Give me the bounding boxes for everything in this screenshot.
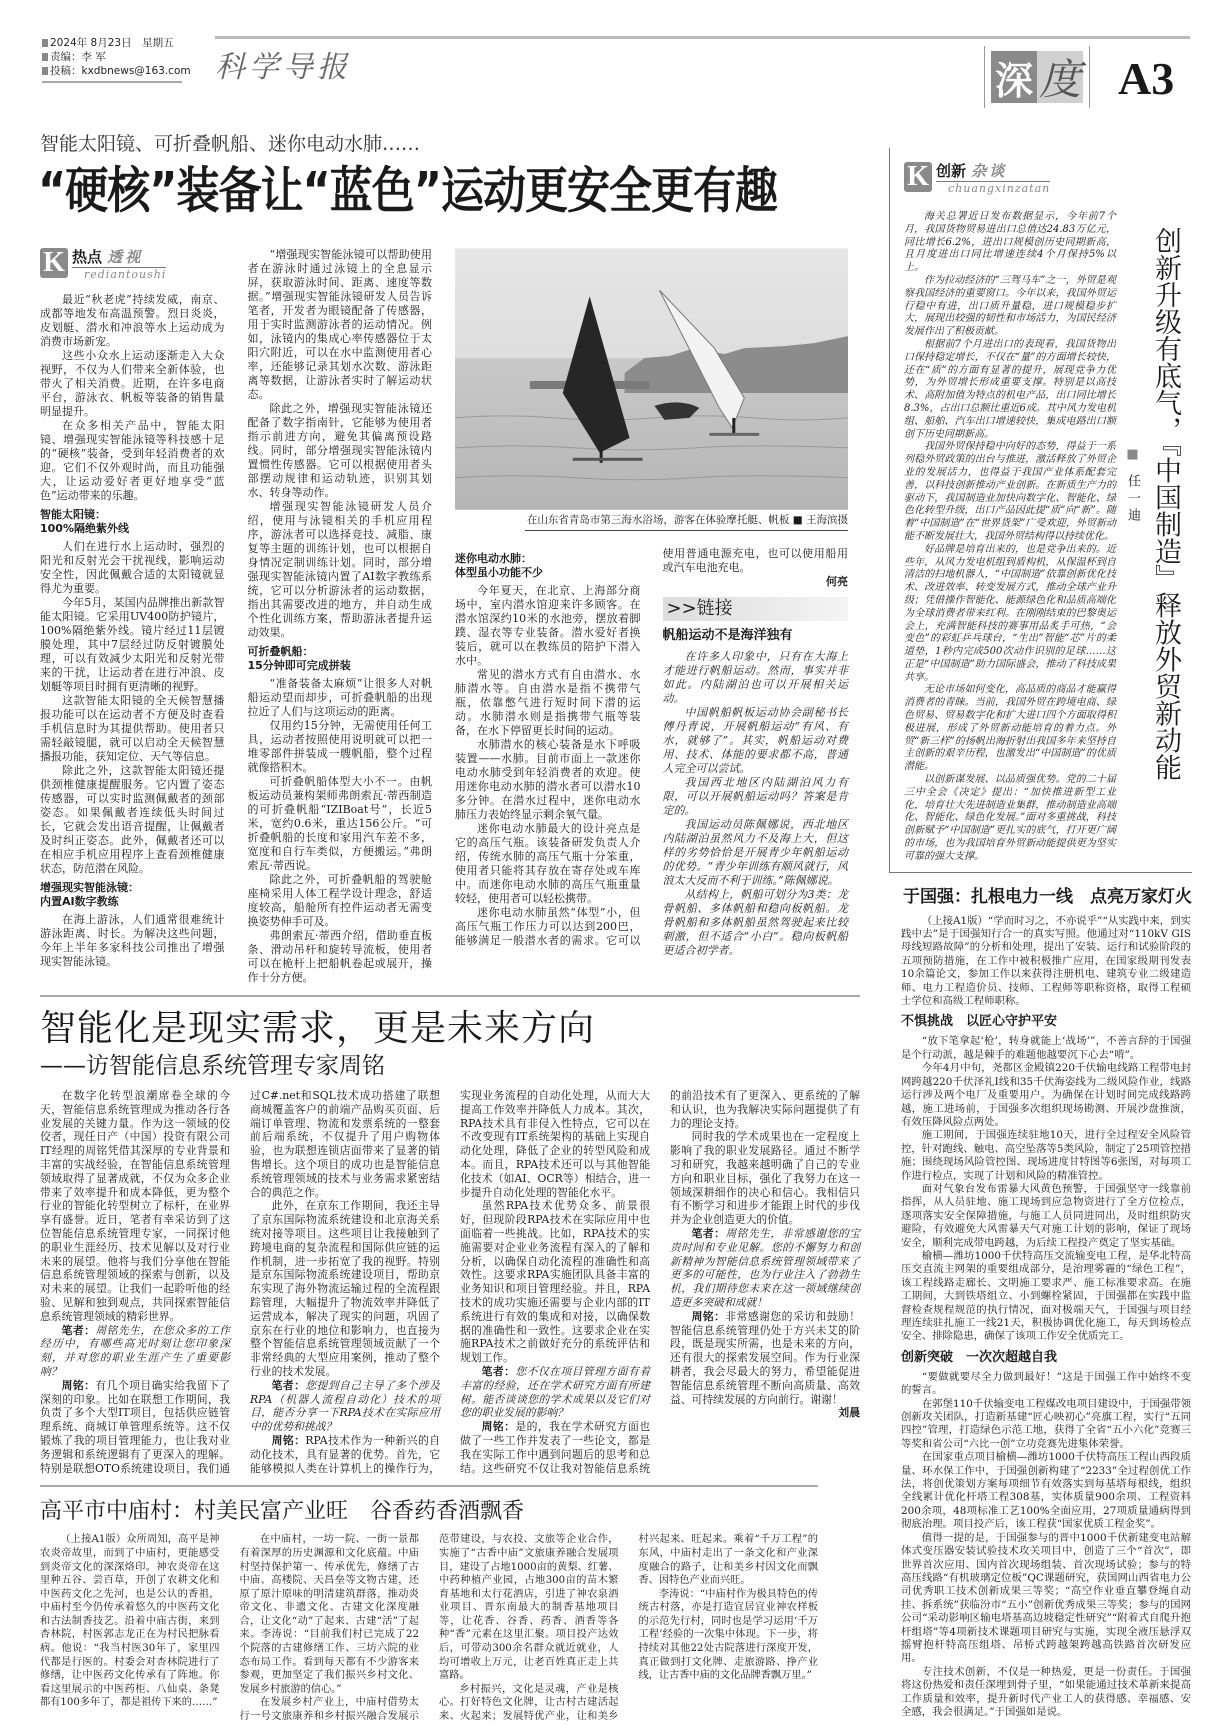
speaker-label: 周铭：: [481, 1420, 516, 1434]
speaker-label: 周铭：: [691, 1309, 726, 1323]
village-article-body: [40, 1533, 818, 1723]
column-label-pinyin: rediantoushi: [84, 268, 167, 281]
paragraph: 在海上游泳，人们通常很难统计游泳距离、时长。为解决这些问题，今年上半年多家科技公司推出了增强现实智能泳镜。: [40, 913, 225, 968]
paragraph: 在许多人印象中，只有在大海上才能进行帆船运动。然而，事实并非如此。内陆湖泊也可以开展相关运动。: [662, 650, 848, 705]
issue-info: [42, 36, 191, 83]
column-label-pinyin: chuangxinzatan: [948, 182, 1051, 195]
speech-text: 周铭先生，在您众多的工作经历中，有哪些高光时刻让您印象深刻，并对您的职业生涯产生了重要影响？: [40, 1323, 231, 1378]
paragraph: 我国外贸保持稳中向好的态势，得益于一系列稳外贸政策的出台与推进，激活释放了外贸企业的发展活力，也得益于我国产业体系配套完善，以科技创新推动产业创新。在新质生产力的驱动下，我国制造业加快向数字化、智能化、绿色化转型升级，出口产品因此提“质”向“新”。随着“中国制造”在“世界货架”广受欢迎，外贸新动能不断发展壮大，我国外贸结构得以持续优化。: [904, 441, 1116, 542]
paragraph: 可折叠帆船体型大小不一。由帆板运动员兼构架师弗朗索瓦·蒂西制造的可折叠帆船“IZIBoat号”，长近5米，宽约0.6米，重达156公斤。“可折叠帆船的长度和家用汽车差不多，宽度和自行车类似，方便搬运。”弗朗索瓦·蒂西说。: [247, 775, 432, 872]
paragraph: 弗朗索瓦·蒂西介绍，借助垂直板条、滑动吊杆和旋转导流板，使用者可以在桅杆上把船帆卷起或展开，操作十分方便。: [247, 929, 432, 984]
lead-kicker: 智能太阳镜、可折叠帆船、迷你电动水肺……: [40, 133, 421, 155]
paragraph: （上接A1版）“学而时习之，不亦说乎”“从实践中来，到实践中去”是于国强知行合一的真实写照。他通过对“110kV GIS母线短路故障”的分析和处理，提出了安装、运行和试验阶段的五项预防措施，在工作中被积极推广应用，在国家级期刊发表10余篇论文，参加工作以来获得注册机电、建筑专业二级建造师、电力工程造价员、技师、工程师等职称资格，取得工程硕士学位和高级工程师职称。: [901, 914, 1191, 1008]
editorial-author: ■ 任一迪: [1125, 447, 1140, 526]
yu-article-title: 于国强：扎根电力一线 点亮万家灯火: [903, 886, 1192, 907]
lead-headline: “硬核”装备让“蓝色”运动更安全更有趣: [38, 162, 778, 221]
paragraph: 最近“秋老虎”持续发威，南京、成都等地发布高温预警。烈日炎炎，皮划艇、潜水和冲浪等水上运动成为消费市场新宠。: [40, 293, 225, 348]
page-number: A3: [1118, 53, 1175, 104]
column-label-innovation: [904, 162, 1192, 195]
issue-editor: 责编：李 军: [42, 50, 191, 64]
paragraph: 迷你电动水肺虽然“体型”小，但高压气瓶工作压力可以达到200巴，能够满足一般潜水者的需求。它可以使用普通电源充电，也可以使用船用或汽车电池充电。: [455, 547, 848, 947]
interview-question: [250, 1379, 440, 1434]
speech-text: 有几个项目确实给我留下了深刻的印象。比如在联想工作期间，我负责了多个大型IT项目，包括供应链管理系统、商城订单管理系统等。这不仅锻炼了我的项目管理能力，也让我对业务逻辑和系统逻辑有了更深入的理解。特别是联想OTO系统建设项目，我们通过C#.net和SQL技术成功搭建了联想商城覆盖客户的前端产品购买页面、后端订单管理、物流和发票系统的一整套前后端系统，不仅提升了用户购物体验，也为联想连锁店面带来了显著的销售增长。这个项目的成功也是智能信息系统管理领域的技术与业务需求紧密结合的典范之作。: [40, 1089, 440, 1475]
paragraph: 人们在进行水上运动时，强烈的阳光和反射光会干扰视线，影响运动安全性，因此佩戴合适的太阳镜就显得尤为重要。: [40, 540, 225, 595]
paragraph: 在国家重点项目榆横—潍坊1000千伏特高压工程山西段质量、环水保工作中，于国强创新构建了“2233”全过程创优工作法，将创优策划方案每项细节有效落实到每基塔每根线，组织全线累计优化杆塔工程308基，实体质量900余项、工程资料200余项，48项标准工艺100%全面应用，27项质量通病得到彻底治理。项目投产后，该工程获“国家优质工程金奖”。: [901, 1451, 1191, 1531]
speaker-label: 笔者：: [691, 1226, 726, 1240]
speech-text: 您提到自己主导了多个涉及RPA（机器人流程自动化）技术的项目，能否分享一下RPA技术在实际应用中的优势和挑战？: [250, 1378, 441, 1434]
lead-right: [455, 248, 848, 985]
lead-story: [40, 248, 860, 985]
section-badge: [984, 46, 1090, 108]
paragraph: 增强现实智能泳镜研发人员介绍，使用与泳镜相关的手机应用程序，游泳者可以选择竞技、减脂、康复等主题的训练计划，也可以根据自身情况定制训练计划。同时，部分增强现实智能泳镜内置了AI数字教练系统，它可以分析游泳者的运动数据，指出其需要改进的地方，并自动生成个性化训练方案，帮助游泳者提升运动效果。: [247, 500, 432, 639]
header-rule: [215, 36, 1190, 39]
column-label-hotspot: [40, 248, 225, 281]
section-badge-char: 度: [1037, 51, 1083, 103]
subheading: 迷你电动水肺： 体型虽小功能不少: [455, 552, 543, 579]
paragraph: 在数字化转型浪潮席卷全球的今天，智能信息系统管理成为推动各行各业发展的关键力量。作为这一领域的佼佼者，现任日产（中国）投资有限公司IT经理的周铭凭借其深厚的专业背景和丰富的实战经验，在智能信息系统管理领域取得了显著成就，不仅为众多企业带来了效率提升和成本降低，更为整个行业的智能化转型树立了标杆，在业界享有盛誉。近日，笔者有幸采访到了这位智能信息系统管理专家，一同探讨他的职业生涯经历、技术见解以及对行业未来的展望。他将与我们分享他在智能信息系统管理领域的探索与创新，以及对未来的展望。让我们一起聆听他的经验、见解和独到观点，共同探索智能信息系统管理领域的精彩世界。: [40, 1089, 230, 1323]
byline: 何亮: [826, 575, 848, 588]
column-label-title-b: 杂谈: [971, 162, 1008, 180]
lead-body-a: [40, 248, 432, 985]
paragraph: 同时我的学术成果也在一定程度上影响了我的职业发展路径。通过不断学习和研究，我越来越明确了自己的专业方向和职业目标，强化了我努力在这一领域深耕细作的决心和信心。我相信只有不断学习和进步才能跟上时代的步伐并为企业创造更大的价值。: [670, 1130, 860, 1227]
interview-title: 智能化是现实需求，更是未来方向: [40, 1008, 596, 1049]
subheading: 增强现实智能泳镜： 内置AI数字教练: [40, 881, 139, 908]
paragraph: （上接A1版）众所周知，高平是神农炎帝故里，而到了中庙村，更能感受到炎帝文化的深深烙印。神农炎帝在这里种五谷、尝百草，开创了农耕文化和中医药文化之先河，也是公认的香祖，中庙村至今仍传承着悠久的中医药文化和古法制香技艺。沿着中庙古街，来到杏林院，村医郭志龙正在为村民把脉看病。他说：“我当村医30年了，家里四代都是行医的。村委会对杏林院进行了修缮，让中医药文化传承有了阵地。你看这里展示的中医药柜、八仙桌、条凳都有100多年了，都是祖传下来的……”: [40, 1534, 220, 1709]
photo-caption: 在山东省青岛市第三海水浴场，游客在体验摩托艇、帆板 ■ 王海滨摄: [525, 510, 848, 531]
windsurfing-photo: [455, 248, 848, 510]
speaker-label: 笔者：: [271, 1378, 306, 1392]
paragraph: 这些小众水上运动逐渐走入大众视野，不仅为人们带来全新体验，也带火了相关消费。近期，在许多电商平台，游泳衣、帆板等装备的销售量明显提升。: [40, 349, 225, 418]
yu-article-body: [901, 915, 1191, 1720]
paragraph: 榆横—潍坊1000千伏特高压交流输变电工程，是华北特高压交直流主网架的重要组成部分，是治理雾霾的“绿色工程”，该工程线路走廊长、文明施工要求严、施工标准要求高。在施工期间，大到铁塔组立、小到螺栓紧固，于国强都在实践中监督检查规程规范的执行情况，面对极端天气，于国强与项目经理连续驻扎施工一线21天，积极协调优化施工，每天到场检点安全、排除隐患，确保了该项工作安全优质完工。: [901, 1249, 1191, 1343]
k-logo-icon: K: [904, 162, 932, 192]
paragraph: 仅用约15分钟，无需使用任何工具，运动者按照使用说明就可以把一堆零部件拼装成一艘帆船，整个过程就像搭积木。: [247, 719, 432, 774]
interview-body: [40, 1089, 860, 1475]
sidebar: [889, 148, 1192, 1719]
speech-text: 您不仅在项目管理方面有着丰富的经验，还在学术研究方面有所建树。能否谈谈您的学术成果以及它们对您的职业发展的影响？: [460, 1364, 651, 1420]
paragraph: 李涛说：“中庙村作为极具特色的传统古村落，亦是打造宜居宜业神农样板的示范先行村，同时也是学习运用‘千万工程’经验的一次集中体现。下一步，将持续对其他22处古院落进行深度开发，真正做到打文化牌、走旅游路、挣产业线，让古香中庙的文化品牌香飘万里。”: [638, 1588, 818, 1682]
paragraph: 迷你电动水肺最大的设计亮点是它的高压气瓶。该装备研发负责人介绍，传统水肺的高压气瓶十分笨重，使用者只能将其存放在寄存处或车库中。而迷你电动水肺的高压气瓶重量较轻，使用者可以轻松携带。: [455, 822, 641, 905]
speaker-label: 周铭：: [61, 1378, 96, 1392]
editorial-title: 创新升级有底气，『中国制造』释放外贸新动能: [1150, 227, 1181, 781]
paragraph: 在中庙村，一坊一院、一街一景都有着深厚的历史渊源和文化底蕴。中庙村坚持保护第一、传承优先，修缮了古中庙、高楼院、天昌垒等文物古建，还原了原汁原味的明清建筑群落，推动炎帝文化、非遗文化、古建文化深度融合，让文化“动”了起来、古建“活”了起来。李涛说：“目前我们村已完成了22个院落的古建修缮工作、三坊六院的业态布局工作。看到每天都有不少游客来参观，更加坚定了我们振兴乡村文化、发展乡村旅游的信心。”: [239, 1534, 419, 1695]
paragraph: 这款智能太阳镜的全天候智慧播报功能可以在运动者不方便及时查看手机信息时为其提供帮助。使用者只需轻敲镜腿，就可以启动全天候智慧播报功能，获知定位、天气等信息。: [40, 694, 225, 763]
paragraph: 除此之外，增强现实智能泳镜还配备了数字指南针，它能够为使用者指示前进方向，避免其偏离预设路线。同时，部分增强现实智能泳镜内置惯性传感器。它可以根据使用者头部摆动规律和运动轨迹，识别其划水、转身等动作。: [247, 402, 432, 499]
speaker-label: 笔者：: [61, 1323, 96, 1337]
speaker-label: 周铭：: [271, 1433, 306, 1447]
village-article-title: 高平市中庙村：村美民富产业旺 谷香药香酒飘香: [40, 1499, 525, 1525]
interview-question: [460, 1365, 650, 1420]
editorial-body: [904, 211, 1116, 864]
subheading: 不惧挑战 以匠心守护平安: [901, 1014, 1058, 1030]
paragraph: 此外，在京东工作期间，我还主导了京东国际物流系统建设和北京海关系统对接等项目。这些项目让我接触到了跨境电商的复杂流程和国际供应链的运作机制，进一步拓宽了我的视野。特别是京东国际物流系统建设项目，帮助京东实现了海外物流运输过程的全流程跟踪管理，大幅提升了物流效率并降低了运营成本，解决了现实的问题，巩固了京东在行业的地位和影响力，也直接为整个智能信息系统管理领域贡献了一个非常经典的大型应用案例，推动了整个行业的技术发展。: [250, 1199, 440, 1378]
paragraph: 值得一提的是，于国强参与的晋中1000千伏新建变电站解体式变压器安装试验技术攻关项目中，创造了三个“首次”，即世界首次应用、国内首次现场组装、首次现场试验；参与的特高压线路“有机玻璃定位板”QC课题研究，获国网山西省电力公司优秀职工技术创新成果三等奖；“高空作业垂直攀登绳自动挂、拆系统”获临汾市“五小”创新优秀成果三等奖；参与的国网公司“采动影响区输电塔基高边坡稳定性研究”“附着式自爬升抱杆组塔”等4项新技术课题项目研究与实施，实现全液压悬浮双摇臂抱杆特高压组塔、吊桥式跨越架跨越高铁路首次研发应用。: [901, 1531, 1191, 1665]
section-divider: [40, 1485, 818, 1487]
paragraph: 作为拉动经济的“三驾马车”之一，外贸是观察我国经济的重要窗口。今年以来，我国外贸运行稳中有进，出口质升量稳，进口规模稳步扩大，展现出较强的韧性和市场活力，为国民经济发展作出了积极贡献。: [904, 274, 1116, 338]
paragraph: 在发展乡村产业上，中庙村借势太行一号文旅康养和乡村振兴融合发展示范带建设，与农投、文旅等企业合作，实施了“古香中庙”文旅康养融合发展项目，建设了占地1000亩的黄梨、红薯、中药种植产业园，占地300亩的苗木繁育基地和太行花酒店，引进了神农泉酒业项目、晋东南最大的制香基地项目等，让花香、谷香、药香、酒香等各种“香”元素在这里汇聚。项目投产达效后，可带动300余名群众就近就业，人均可增收上万元，让老百姓真正走上共富路。: [239, 1534, 619, 1723]
paragraph: 专注技术创新，不仅是一种热爱，更是一份责任。于国强将这份热爱和责任深埋到骨子里，“如果能通过技术革新来提高工作质量和效率，提升新时代产业工人的获得感、幸福感、安全感，我会很满足。”于国强如是说。: [901, 1665, 1191, 1718]
paragraph: 今年5月，某国内品牌推出新款智能太阳镜。它采用UV400防护镜片，100%隔绝紫外线。镜片经过11层镀膜处理，其中7层经过防反射镀膜处理，可以有效减少太阳光和反射光带来的干扰，让运动者在进行冲浪、皮划艇等项目时拥有更清晰的视野。: [40, 596, 225, 693]
column-label-title-b: 透视: [107, 248, 144, 266]
divider: [42, 81, 182, 83]
section-divider: [40, 995, 860, 997]
speaker-label: 笔者：: [481, 1364, 516, 1378]
paragraph: 施工期间，于国强连续驻地10天，进行全过程安全风险管控，针对跑线、触电、高空坠落等5类风险，制定了25项管控措施；围绕现场风险管控图、现场进度甘特图等6张图，对每项工作进行检点，实现了计划和风险的精准管控。: [901, 1129, 1191, 1182]
interview-answer: [670, 1310, 860, 1407]
paragraph: 好品牌是培育出来的，也是竞争出来的。近些年，从风力发电机组到盾构机，从保温杯到自清洁的扫地机器人，“中国制造”依靠创新优化技术、改进效率、转变发展方式，推动全球产业升级；凭借操作智能化、能源绿色化和品质高端化为全球消费者带来红利。在刚刚结束的巴黎奥运会上，充满智能科技的赛事用品炙手可热，“会变色”的彩虹乒乓球台，“生出”智能“芯”片的柔道垫，1秒内完成500次动作识别的足球……这正是“中国制造”助力国际盛会，推动了科技成果共享。: [904, 543, 1116, 683]
speech-text: 非常感谢您的采访和鼓励！智能信息系统管理仍处于方兴未艾的阶段，既是现实所需，也是未来的方向，还有很大的探索发展空间。作为行业深耕者，我会尽最大的努力，希望能促进智能信息系统管理不断向高质量、高效益、可持续发展的方向前行。谢谢！: [670, 1309, 861, 1406]
speech-text: RPA技术作为一种新兴的自动化技术，具有显著的优势。首先，它能够模拟人类在计算机上的操作行为，实现业务流程的自动化处理，从而大大提高工作效率并降低人力成本。其次，RPA技术具有非侵入性特点，它可以在不改变现有IT系统架构的基础上实现自动化处理，降低了企业的转型风险和成本。而且，RPA技术还可以与其他智能化技术（如AI、OCR等）相结合，进一步提升自动化处理的智能化水平。: [250, 1089, 650, 1475]
interview-subtitle: ——访智能信息系统管理专家周铭: [40, 1053, 385, 1079]
paragraph: 我国西北地区内陆湖泊风力有限，可以开展帆船运动吗？答案是肯定的。: [662, 776, 848, 817]
speech-text: 是的，我在学术研究方面也做了一些工作并发表了一些论文，都是我在实际工作中遇到问题后的思考和总结。这些研究不仅让我对智能信息系统的前沿技术有了更深入、更系统的了解和认识，也为我解决实际问题提供了有力的理论支持。: [460, 1089, 860, 1475]
paragraph: 海关总署近日发布数据显示，今年前7个月，我国货物贸易进出口总值达24.83万亿元，同比增长6.2%，进出口规模创历史同期新高，且月度进出口同比增速连续4个月保持5%以上。: [904, 211, 1116, 274]
paragraph: 除此之外，这款智能太阳镜还提供颈椎健康提醒服务。它内置了姿态传感器，可以实时监测佩戴者的颈部姿态。如果佩戴者连续低头时间过长，它就会发出语音提醒，让佩戴者及时纠正姿态。此外，佩戴者还可以在相应手机应用程序上查看颈椎健康状态，防范潜在风险。: [40, 764, 225, 875]
paragraph: 我国运动员陈佩娜说，西北地区内陆湖泊虽然风力不及海上大，但这样的劣势恰恰是开展青少年帆船运动的优势。“青少年训练有顺风就行，风浪太大反而不利于训练。”陈佩娜说。: [662, 818, 848, 887]
paragraph: 今年夏天，在北京、上海部分商场中，室内潜水馆迎来许多顾客。在潜水馆深约10米的水池旁，摆放着脚蹼、湿衣等专业装备。潜水爱好者换装后，就可以在教练员的陪护下潜入水中。: [455, 584, 641, 667]
paragraph: 无论市场如何变化，高品质的商品才能赢得消费者的青睐。当前，我国外贸在跨境电商、绿色贸易、贸易数字化和扩大进口四个方面取得积极进展，形成了外贸新动能培育的着力点。外贸“新三样”的扬帆出海折射出我国多年来坚持自主创新的艰辛历程，也激发出“中国制造”的优质潜能。: [904, 684, 1116, 773]
paragraph: “要做就要尽全力做到最好！”这是于国强工作中始终不变的誓言。: [901, 1370, 1191, 1397]
section-badge-char: 深: [991, 51, 1037, 103]
subheading: 创新突破 一次次超越自我: [901, 1349, 1058, 1365]
square-bullet-icon: ■: [1125, 447, 1140, 466]
paragraph: 常见的潜水方式有自由潜水、水肺潜水等。自由潜水是指不携带气瓶，依靠憋气进行短时间下潜的运动。水肺潜水则是指携带气瓶等装备，在水下停留更长时间的运动。: [455, 668, 641, 737]
paragraph: 以创新谋发展、以品质强优势。党的二十届三中全会《决定》提出：“加快推进新型工业化，培育壮大先进制造业集群，推动制造业高端化、智能化、绿色化发展。”面对多重挑战，科技创新赋予“中国制造”更扎实的底气，打开更广阔的市场，也为我国培育外贸新动能提供更为坚实可靠的强大支撑。: [904, 774, 1116, 862]
paragraph: 虽然RPA技术优势众多、前景很好，但现阶段RPA技术在实际应用中也面临着一些挑战。比如，RPA技术的实施需要对企业业务流程有深入的了解和分析，以确保自动化流程的准确性和高效性。这要求RPA实施团队具备丰富的业务知识和项目管理经验。并且，RPA技术的成功实施还需要与企业内部的IT系统进行有效的集成和对接，以确保数据的准确性和一致性。这要求企业在实施RPA技术之前做好充分的系统评估和规划工作。: [460, 1199, 650, 1365]
column-label-title: 创新: [936, 162, 967, 180]
k-logo-icon: K: [40, 248, 68, 278]
paragraph: 在郭堡110千伏输变电工程煤改电项目建设中，于国强带领创新攻关团队，打造新基建“匠心映初心”亮旗工程，实行“五同四控”管理，打造绿色示范工地，获得了全省“五小六化”竞赛三等奖和省公司“六比一创”立功竞赛先进集体荣誉。: [901, 1397, 1192, 1450]
link-section-header: >>链接: [663, 597, 849, 621]
column-label-title: 热点: [72, 248, 103, 266]
interview-question: [40, 1324, 230, 1379]
speech-text: 周铭先生，非常感谢您的宝贵时间和专业见解。您的不懈努力和创新精神为智能信息系统管理领域带来了更多的可能性，也为行业注入了勃勃生机，我们期待您未来在这一领域继续创造更多突破和成就！: [670, 1226, 861, 1309]
editorial-box: [889, 148, 1192, 873]
main-column: [40, 248, 860, 1724]
paragraph: 根据前7个月进出口的表现看，我国货物出口保持稳定增长，不仅在“量”的方面增长较快，还在“质”的方面有显著的提升，展现竞争力优势，为外贸增长形成重要支撑。特别是以高技术、高附加值为特点的机电产品，出口同比增长8.3%，占出口总额比重近6成。其中风力发电机组、船舶、汽车出口增速较快，集成电路出口额创下历史同期新高。: [904, 338, 1116, 440]
paragraph: 水肺潜水的核心装备是水下呼吸装置——水肺。目前市面上一款迷你电动水肺受到年轻消费者的欢迎。使用迷你电动水肺的潜水者可以潜水10多分钟。在潜水过程中，迷你电动水肺压力表始终显示剩余氧气量。: [455, 738, 641, 821]
issue-date: 2024年 8月23日 星期五: [42, 36, 191, 50]
lead-body-b: [455, 547, 848, 958]
paragraph: 乡村振兴，文化是灵魂，产业是核心。打好特色文化牌，让古村古建活起来、火起来；发展特优产业，让和美乡村兴起来、旺起来。乘着“千万工程”的东风，中庙村走出了一条文化和产业深度融合的路子，让和美乡村因文化而飘香、因特色产业而兴旺。: [439, 1534, 818, 1723]
subheading: 智能太阳镜： 100%隔绝紫外线: [40, 508, 129, 535]
paragraph: 今年4月中旬，尧都区金殿镇220千伏输电线路工程带电封网跨越220千伏泽礼Ⅰ线和35千伏海姿线为二级风险作业，线路运行涉及两个电厂及重要用户。为确保在计划时间完成线路跨越，施工进场前，于国强多次组织现场勘测、开展沙盘推演，有效压降风险点两处。: [901, 1062, 1191, 1128]
subheading: 可折叠帆船： 15分钟即可完成拼装: [247, 645, 351, 672]
paragraph: 从结构上，帆船可划分为3类：龙骨帆船、多体帆船和稳向板帆船。龙骨帆船和多体帆船虽然驾驶起来比较刺激，但不适合“小白”。稳向板帆船更适合初学者。: [662, 888, 848, 957]
interview-question: [670, 1227, 860, 1310]
masthead-logo: 科学导报: [215, 50, 351, 85]
link-section-title: 帆船运动不是海洋独有: [662, 628, 793, 643]
paragraph: “准备装备太麻烦”让很多人对帆船运动望而却步，可折叠帆船的出现拉近了人们与这项运动的距离。: [247, 677, 432, 718]
paragraph: “增强现实智能泳镜可以帮助使用者在游泳时通过泳镜上的全息显示屏，获取游泳时间、距离、速度等数据。”增强现实智能泳镜研发人员告诉笔者，开发者为眼镜配备了传感器，用于实时监测游泳者的运动情况。例如，泳镜内的集成心率传感器位于太阳穴附近，可以在水中监测使用者心率，还能够记录其划水次数、游泳距离等数据，让游泳者实时了解运动状态。: [247, 248, 432, 401]
paragraph: 中国帆船帆板运动协会副秘书长傅丹青说，开展帆船运动“有风、有水，就够了”。其实，帆船运动对费用、技术、体能的要求都不高，普通人完全可以尝试。: [662, 706, 848, 775]
paragraph: 除此之外，可折叠帆船的驾驶舱座椅采用人体工程学设计理念，舒适度较高，船舱所有控件运动者无需变换姿势伸手可及。: [247, 873, 432, 928]
paragraph: “放下笔拿起‘枪’，转身就能上‘战场’”，不善言辞的于国强是个行动派，越是棘手的难题他越要沉下心去“啃”。: [901, 1035, 1191, 1061]
byline: 刘晨: [838, 1406, 860, 1420]
issue-submit-email: 投稿：kxdbnews@163.com: [42, 64, 191, 78]
paragraph: 面对气象台发布雷暴大风黄色预警，于国强坚守一线靠前指挥，从人员驻地、施工现场到应急物资进行了全方位检点，逐项落实安全保障措施，与施工人员同进同出，及时组织防灾避险，有效避免大风雷暴天气对施工计划的影响，保证了现场安全，顺利完成带电跨越，为后续工程投产奠定了坚实基础。: [901, 1182, 1191, 1249]
paragraph: 在众多相关产品中，智能太阳镜、增强现实智能泳镜等科技感十足的“硬核”装备，受到年轻消费者的欢迎。它们不仅外观时尚，而且功能强大，让运动爱好者更好地享受“蓝色”运动带来的乐趣。: [40, 419, 225, 502]
